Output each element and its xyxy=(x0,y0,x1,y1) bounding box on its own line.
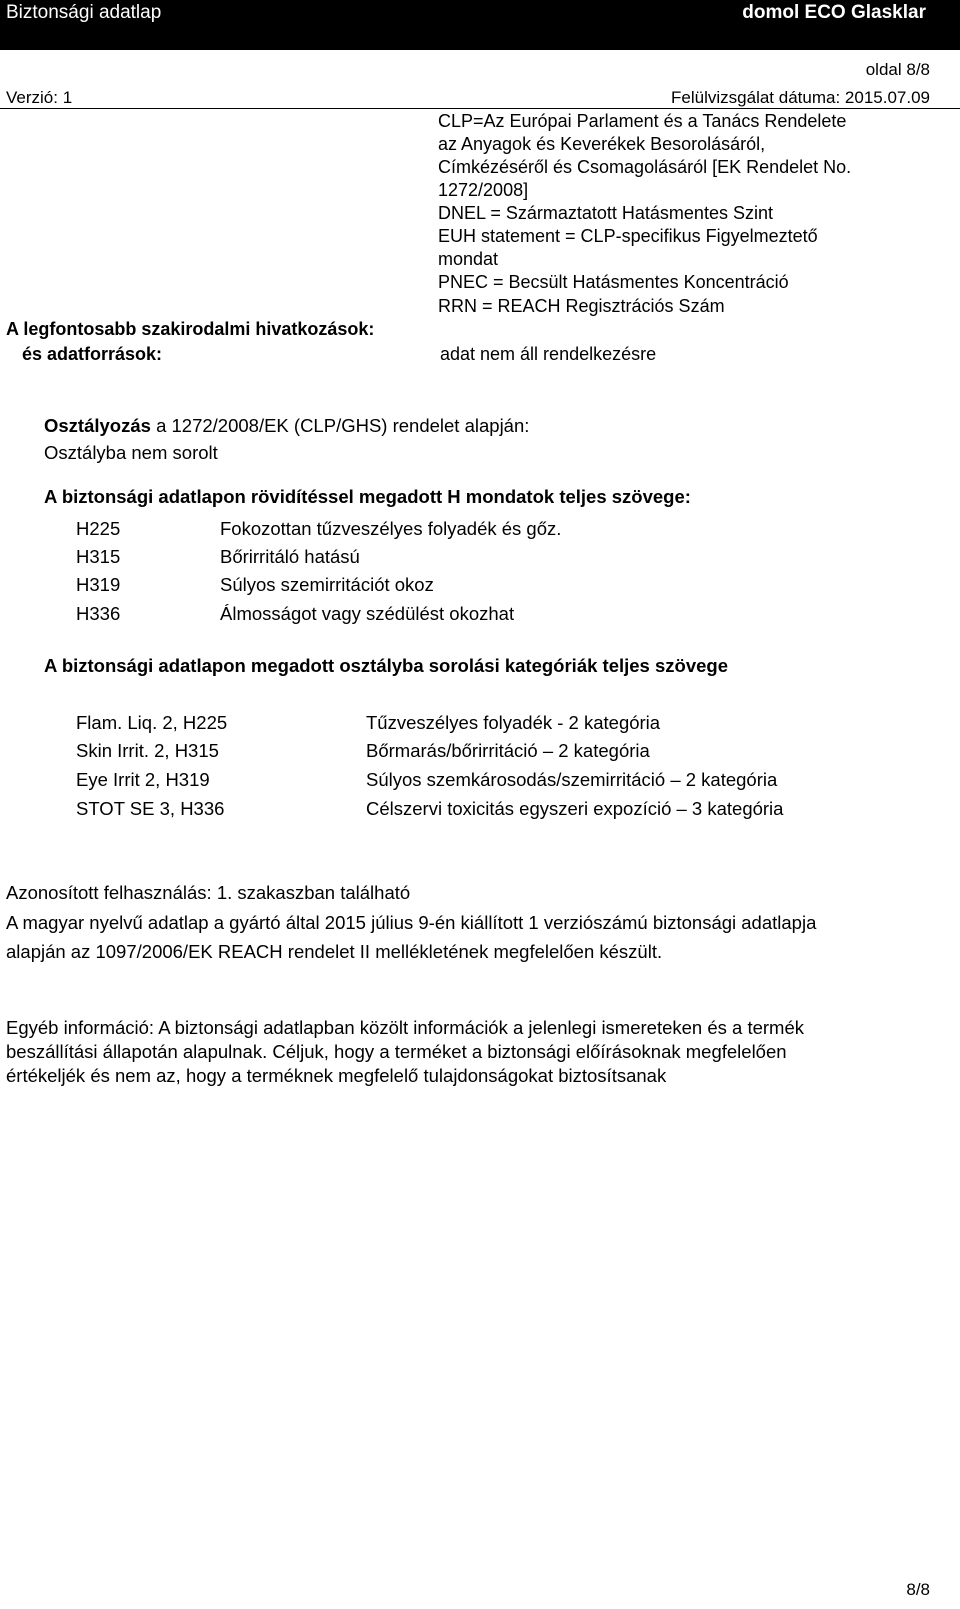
page-number: oldal 8/8 xyxy=(865,60,930,79)
references-label: A legfontosabb szakirodalmi hivatkozások: xyxy=(6,319,375,339)
abbreviation-line: RRN = REACH Regisztrációs Szám xyxy=(438,296,725,316)
h-code: H319 xyxy=(76,574,121,595)
classification-heading xyxy=(44,415,529,437)
translation-note-line: alapján az 1097/2006/EK REACH rendelet II mellékletének megfelelően készült. xyxy=(6,941,663,962)
abbreviation-line: mondat xyxy=(438,249,499,269)
category-text: Célszervi toxicitás egyszeri expozíció – 3 kategória xyxy=(366,798,784,819)
abbreviation-line: PNEC = Becsült Hatásmentes Koncentráció xyxy=(438,272,789,292)
h-text: Fokozottan tűzveszélyes folyadék és gőz. xyxy=(220,518,562,539)
translation-note-line: A magyar nyelvű adatlap a gyártó által 2015 július 9-én kiállított 1 verziószámú biztonsági adatlapja xyxy=(6,912,817,933)
classification-label: Osztályozás xyxy=(44,415,151,436)
category-code: Flam. Liq. 2, H225 xyxy=(76,712,228,733)
identified-use: Azonosított felhasználás: 1. szakaszban található xyxy=(6,882,411,903)
h-code: H336 xyxy=(76,603,121,624)
category-text: Bőrmarás/bőrirritáció – 2 kategória xyxy=(366,740,650,761)
category-code: Skin Irrit. 2, H315 xyxy=(76,740,219,761)
abbreviation-line: CLP=Az Európai Parlament és a Tanács Rendelete xyxy=(438,111,847,131)
other-info-line: beszállítási állapotán alapulnak. Céljuk, hogy a terméket a biztonsági előírásoknak megfelelően xyxy=(6,1041,787,1062)
product-name: domol ECO Glasklar xyxy=(742,2,926,23)
h-code: H315 xyxy=(76,546,121,567)
category-code: Eye Irrit 2, H319 xyxy=(76,769,210,790)
category-code: STOT SE 3, H336 xyxy=(76,798,225,819)
abbreviation-line: 1272/2008] xyxy=(438,180,529,200)
footer-page-number: 8/8 xyxy=(906,1580,930,1599)
abbreviation-line: DNEL = Származtatott Hatásmentes Szint xyxy=(438,203,773,223)
references-label-cont: és adatforrások: xyxy=(22,344,163,364)
abbreviation-line: Címkézéséről és Csomagolásáról [EK Rendelet No. xyxy=(438,157,852,177)
classification-value: Osztályba nem sorolt xyxy=(44,442,218,463)
categories-title: A biztonsági adatlapon megadott osztályba sorolási kategóriák teljes szövege xyxy=(44,655,728,676)
abbreviation-line: EUH statement = CLP-specifikus Figyelmeztető xyxy=(438,226,818,246)
h-text: Bőrirritáló hatású xyxy=(220,546,360,567)
references-value: adat nem áll rendelkezésre xyxy=(440,344,657,364)
h-text: Súlyos szemirritációt okoz xyxy=(220,574,434,595)
h-code: H225 xyxy=(76,518,121,539)
abbreviation-line: az Anyagok és Keverékek Besorolásáról, xyxy=(438,134,766,154)
h-statements-title: A biztonsági adatlapon rövidítéssel megadott H mondatok teljes szövege: xyxy=(44,486,691,507)
other-info-line: értékeljék és nem az, hogy a terméknek megfelelő tulajdonságokat biztosítsanak xyxy=(6,1065,667,1086)
version: Verzió: 1 xyxy=(6,88,73,107)
doc-type: Biztonsági adatlap xyxy=(6,2,162,23)
revision-date: Felülvizsgálat dátuma: 2015.07.09 xyxy=(671,88,930,107)
header-rule xyxy=(0,108,960,109)
classification-basis: a 1272/2008/EK (CLP/GHS) rendelet alapján: xyxy=(150,415,530,436)
category-text: Súlyos szemkárosodás/szemirritáció – 2 kategória xyxy=(366,769,778,790)
h-text: Álmosságot vagy szédülést okozhat xyxy=(220,603,515,624)
category-text: Tűzveszélyes folyadék - 2 kategória xyxy=(366,712,661,733)
other-info-line: Egyéb információ: A biztonsági adatlapban közölt információk a jelenlegi ismereteken és a termék xyxy=(6,1017,804,1038)
